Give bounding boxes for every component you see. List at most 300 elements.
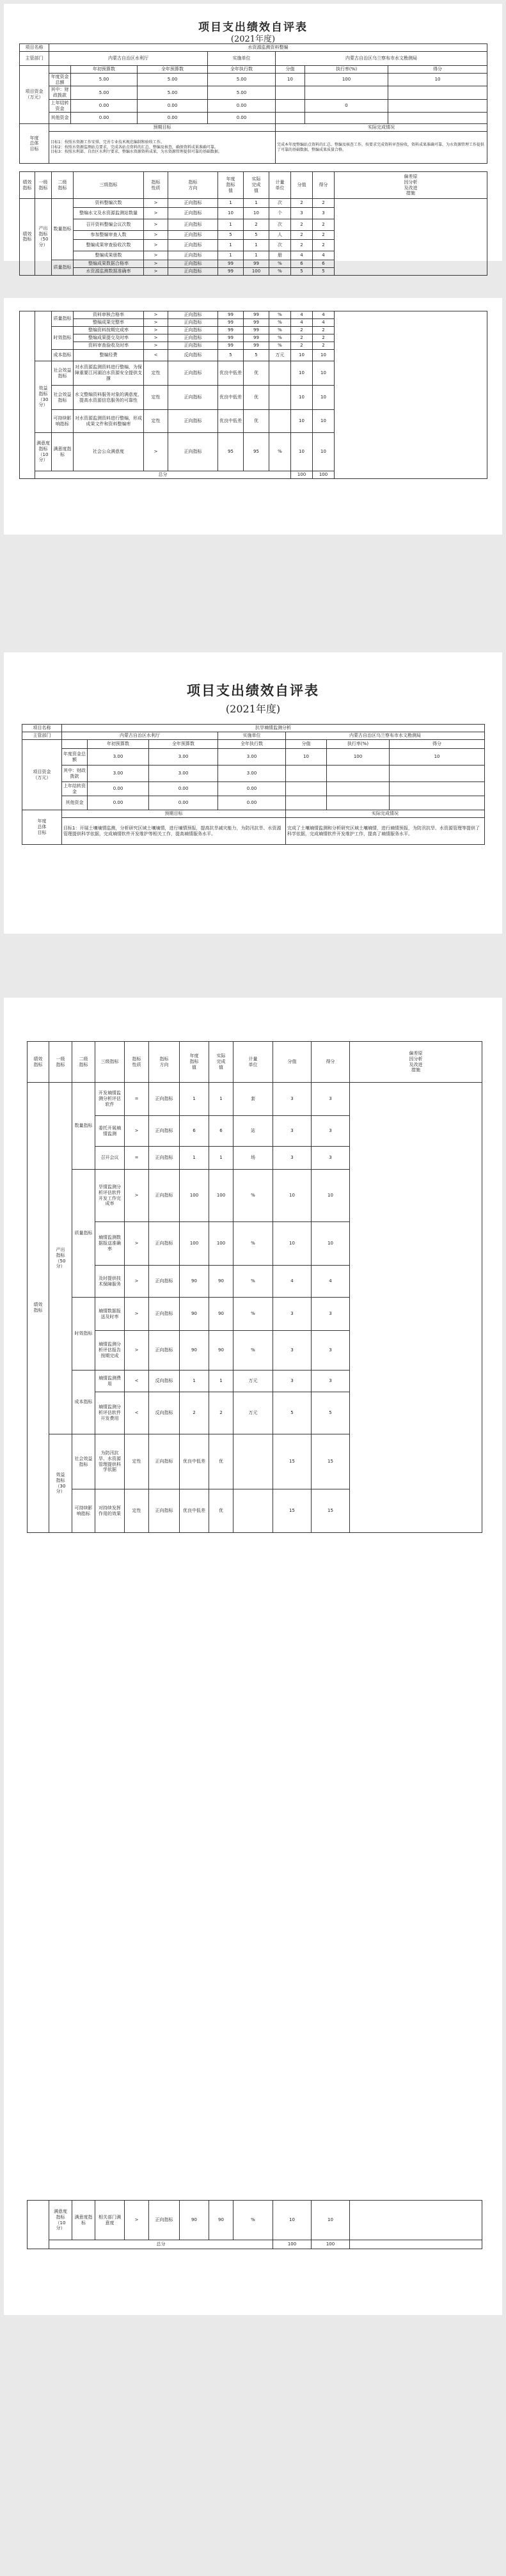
fund-exec: 3.00 [218,766,286,782]
label-perf: 绩效 指标 [20,172,35,199]
fund-budget: 0.00 [138,99,208,113]
indicator-actual: 2 [209,1392,233,1434]
label-lvl2: 二级 指标 [52,172,74,199]
indicator-attr: > [125,1116,149,1147]
doc2-goal-expected: 目标1：开展土壤墒情监测，分析研究区域土壤墒情，进行墒情预报，提高抗旱减灾能力，为防汛抗旱、水资源管理提供科学依据，完成墒情软件开发维护等相关工作，提高墒情服务水平。 [62,818,286,845]
indicator-target: 90 [180,1331,209,1370]
indicator-dir: 正向指标 [149,1434,180,1489]
doc1-indicator-table-cont [19,311,487,479]
label-attr: 指标 性质 [144,172,168,199]
indicator-points: 2 [291,231,313,240]
label-actual-val: 实际 完成 值 [244,172,269,199]
indicator-got: 10 [313,433,335,471]
fund-score: 10 [276,73,305,86]
indicator-unit: 场 [233,1147,273,1170]
indicator-actual: 2 [244,219,269,231]
indicator-dir: 正向指标 [168,199,218,208]
indicator-actual: 95 [244,433,269,471]
indicator-dir: 正向指标 [168,433,218,471]
indicator-attr: 定性 [125,1489,149,1533]
indicator-actual: 1 [209,1147,233,1170]
indicator-points: 5 [273,1392,312,1434]
indicator-points: 10 [291,361,313,386]
indicator-unit: 万元 [233,1370,273,1392]
label-funds: 项目资金 （万元） [22,740,62,810]
indicator-points: 15 [273,1434,312,1489]
indicator-attr: > [144,319,168,327]
indicator-points: 10 [291,410,313,433]
indicator-target: 2 [180,1392,209,1434]
indicator-points: 3 [273,1298,312,1331]
indicator-attr: > [144,240,168,251]
label-goals: 年度 总体 目标 [20,124,49,164]
label-perf: 绩效 指标 [20,199,35,276]
indicator-target: 5 [218,231,244,240]
indicator-unit: % [233,1298,273,1331]
doc1-page2 [4,298,502,535]
indicator-unit: % [269,342,291,350]
indicator-got: 6 [313,260,335,268]
indicator-target: 100 [180,1222,209,1266]
fund-row-label: 年度资金总额 [49,73,71,86]
indicator-unit: % [269,433,291,471]
group-quality: 质量指标 [72,1170,95,1298]
fund-score [276,99,305,113]
indicator-got: 2 [313,231,335,240]
fund-got: 10 [388,73,487,86]
indicator-got: 3 [313,208,335,219]
fund-got [388,86,487,100]
doc2-supervisor: 内蒙古自治区水利厅 [62,732,218,740]
fund-budget: 0.00 [149,782,218,796]
label-total: 总分 [35,471,291,479]
indicator-name: 整编成果册数 [74,251,144,260]
fund-got: 10 [390,749,485,766]
fund-score [286,766,327,782]
indicator-actual: 1 [244,251,269,260]
indicator-actual: 99 [244,260,269,268]
fund-row-label: 其他资金 [62,796,88,810]
indicator-unit: % [269,311,291,319]
indicator-actual: 5 [244,231,269,240]
indicator-target: 优良中低差 [180,1434,209,1489]
indicator-unit: 万元 [269,350,291,361]
label-direction: 指标 方向 [168,172,218,199]
indicator-target: 99 [218,327,244,334]
indicator-dir: 正向指标 [149,1298,180,1331]
doc1-project-name: 水资源监测资料整编 [49,44,487,52]
label-actual-val: 实际 完成 值 [209,1042,233,1083]
indicator-target: 1 [180,1083,209,1116]
indicator-got: 10 [312,1222,350,1266]
fund-rate [327,782,390,796]
indicator-attr: > [144,219,168,231]
indicator-got: 3 [312,1147,350,1170]
indicator-actual: 1 [244,240,269,251]
fund-got [388,113,487,124]
indicator-name: 社会公众满意度 [74,433,144,471]
indicator-target: 1 [218,240,244,251]
indicator-attr: > [125,1331,149,1370]
indicator-dir: 正向指标 [149,2201,180,2240]
indicator-attr: = [125,1147,149,1170]
fund-score [286,796,327,810]
doc1-supervisor: 内蒙古自治区水利厅 [49,51,208,65]
indicator-points: 2 [291,327,313,334]
label-annual-budget: 年初预算数 [88,740,149,749]
indicator-target: 99 [218,334,244,342]
doc2-goal-actual: 完成了土壤墒情监测和分析研究区域土壤墒情，进行墒情预报，为防汛抗旱、水资源管理等提供了科学依据，完成墒情软件开发维护工作，提高了墒情服务水平。 [286,818,485,845]
label-expected: 预期目标 [49,124,276,132]
indicator-dir: 正向指标 [168,251,218,260]
indicator-target: 优良中低差 [218,361,244,386]
indicator-target: 1 [218,219,244,231]
label-points: 分值 [273,1042,312,1083]
group-satisfy: 满意度指标 [52,433,74,471]
indicator-dir: 正向指标 [149,1489,180,1533]
group-social: 社会效益指标 [52,361,74,386]
doc1-goal-actual: 完成本年度整编站点资料的汇总、整编及核查工作，按要求完成资料审查验收，资料成果准确可靠，为水资源管理工作提供了可靠的基础数据，整编成果质量合格。 [276,132,487,164]
indicator-name: 旱情监测分析评估软件开发工作完成率 [95,1170,125,1222]
indicator-dir: 正向指标 [168,342,218,350]
fund-annual: 0.00 [88,782,149,796]
label-project-name: 项目名称 [22,725,62,732]
indicator-dir: 反向指标 [149,1370,180,1392]
indicator-got: 10 [312,1170,350,1222]
indicator-target: 90 [180,2201,209,2240]
label-satisfaction: 满意度 指标 （10 分） [35,433,52,471]
doc1-page1 [4,4,502,274]
doc2-impl-unit: 内蒙古自治区乌兰察布市水文勘测局 [286,732,485,740]
indicator-actual: 99 [244,311,269,319]
indicator-points: 4 [291,319,313,327]
indicator-unit: 站 [233,1116,273,1147]
indicator-got: 10 [312,2201,350,2240]
group-quantity: 数量指标 [52,199,74,260]
fund-got [390,782,485,796]
indicator-dir: 正向指标 [149,1083,180,1116]
label-satisfaction: 满意度 指标 （10 分） [49,2201,72,2240]
doc1-year: (2021年度) [230,35,276,44]
indicator-points: 4 [273,1266,312,1298]
indicator-name: 整编成果审查验收次数 [74,240,144,251]
fund-row-label: 上年结转资金 [62,782,88,796]
label-unit: 计量 单位 [269,172,291,199]
indicator-actual: 100 [244,267,269,275]
indicator-points: 3 [291,208,313,219]
indicator-attr: > [125,2201,149,2240]
label-lvl1: 一级 指标 [35,172,52,199]
indicator-target: 1 [218,251,244,260]
indicator-dir: 正向指标 [168,311,218,319]
label-lvl1: 一级 指标 [49,1042,72,1083]
label-lvl3: 三级指标 [74,172,144,199]
indicator-actual: 100 [209,1170,233,1222]
indicator-points: 2 [291,334,313,342]
fund-budget: 5.00 [138,73,208,86]
indicator-points: 3 [273,1147,312,1170]
indicator-unit: % [269,327,291,334]
doc2-year: (2021年度) [225,703,281,715]
indicator-name: 及时提供技术保障服务 [95,1266,125,1298]
indicator-actual: 90 [209,2201,233,2240]
indicator-got: 2 [313,199,335,208]
indicator-got: 3 [312,1083,350,1116]
fund-budget: 3.00 [149,749,218,766]
indicator-name: 对水资源监测资料进行整编，为保障重要江河湖泊水资源安全提供支撑 [74,361,144,386]
indicator-got: 5 [313,267,335,275]
indicator-got: 2 [313,342,335,350]
indicator-got: 3 [312,1370,350,1392]
label-effect: 效益 指标 （30 分） [35,361,52,433]
indicator-dir: 正向指标 [168,240,218,251]
label-supervisor: 主管部门 [20,51,49,65]
indicator-dir: 反向指标 [168,350,218,361]
label-supervisor: 主管部门 [22,732,62,740]
indicator-actual: 10 [244,208,269,219]
doc1-title: 项目支出绩效自评表 [198,21,308,34]
indicator-attr: 定性 [144,410,168,433]
fund-exec: 0.00 [208,113,276,124]
indicator-attr: > [144,327,168,334]
label-full-year-budget: 全年预算数 [138,65,208,73]
label-exec-rate: 执行率(%) [305,65,388,73]
label-full-year-exec: 全年执行数 [208,65,276,73]
indicator-attr: > [144,267,168,275]
label-lvl3: 三级指标 [95,1042,125,1083]
indicator-got: 2 [313,334,335,342]
indicator-attr: > [125,1170,149,1222]
fund-annual: 0.00 [88,796,149,810]
indicator-points: 10 [273,1170,312,1222]
label-output: 产出 指标 （50 分） [49,1083,72,1434]
indicator-points: 10 [273,2201,312,2240]
doc1-indicator-table [19,171,487,276]
label-lvl2: 二级 指标 [72,1042,95,1083]
indicator-actual: 100 [209,1222,233,1266]
indicator-target: 99 [218,342,244,350]
group-social: 社会效益指标 [52,386,74,410]
group-timeliness: 时效指标 [52,327,74,350]
fund-score: 10 [286,749,327,766]
indicator-name: 开发墒情监测分析评估软件 [95,1083,125,1116]
indicator-name: 整编经费 [74,350,144,361]
label-actual: 实际完成情况 [276,124,487,132]
indicator-unit [269,386,291,410]
label-expected: 预期目标 [62,810,286,818]
label-attr: 指标 性质 [125,1042,149,1083]
indicator-dir: 正向指标 [168,208,218,219]
indicator-points: 10 [291,433,313,471]
indicator-target: 优良中低差 [218,410,244,433]
indicator-target: 99 [218,267,244,275]
indicator-actual: 90 [209,1266,233,1298]
fund-rate [327,766,390,782]
indicator-points: 10 [291,350,313,361]
fund-row-label: 其他资金 [49,113,71,124]
indicator-name: 参加整编审查人数 [74,231,144,240]
indicator-target: 1 [180,1370,209,1392]
doc2-table-head [22,724,485,845]
indicator-actual: 优 [244,361,269,386]
indicator-actual: 99 [244,342,269,350]
indicator-dir: 正向指标 [149,1222,180,1266]
doc2-page2 [4,998,502,2315]
label-annual-budget: 年初预算数 [71,65,138,73]
group-sustain: 可持续影响指标 [72,1489,95,1533]
indicator-dir: 正向指标 [168,231,218,240]
indicator-name: 墒情监测分析评估报告按期完成 [95,1331,125,1370]
indicator-attr: > [125,1222,149,1266]
label-effect: 效益 指标 （30 分） [49,1434,72,1533]
fund-row-label: 上年结转资金 [49,99,71,113]
indicator-target: 10 [218,208,244,219]
doc1-table-head [19,43,487,164]
indicator-dir: 正向指标 [168,334,218,342]
label-score: 分值 [286,740,327,749]
indicator-target: 90 [180,1266,209,1298]
fund-exec: 0.00 [208,99,276,113]
fund-annual: 0.00 [71,99,138,113]
indicator-points: 2 [291,342,313,350]
indicator-got: 15 [312,1489,350,1533]
indicator-attr: > [144,260,168,268]
fund-score [286,782,327,796]
indicator-actual: 6 [209,1116,233,1147]
label-target: 年度 指标 值 [218,172,244,199]
indicator-attr: > [144,231,168,240]
label-got: 得分 [313,172,335,199]
indicator-actual: 90 [209,1298,233,1331]
label-scoring: 得分 [388,65,487,73]
group-cost: 成本指标 [72,1370,95,1434]
indicator-points: 6 [291,260,313,268]
doc2-title: 项目支出绩效自评表 [187,682,319,698]
label-funds: 项目资金 （万元） [20,65,49,124]
indicator-unit: 个 [269,208,291,219]
fund-budget: 3.00 [149,766,218,782]
fund-got [390,796,485,810]
indicator-name: 为防汛抗旱、水资源管理提供科学依据 [95,1434,125,1489]
fund-annual: 3.00 [88,766,149,782]
fund-budget: 0.00 [138,113,208,124]
doc1-impl-unit: 内蒙古自治区乌兰察布市水文勘测局 [276,51,487,65]
indicator-unit [233,1489,273,1533]
indicator-dir: 反向指标 [149,1392,180,1434]
indicator-dir: 正向指标 [168,361,218,386]
indicator-unit: % [233,1266,273,1298]
fund-score [276,86,305,100]
label-impl-unit: 实施单位 [218,732,286,740]
indicator-unit: % [233,1331,273,1370]
label-deviation: 偏差原 因分析 及改进 措施 [335,172,487,199]
fund-exec: 3.00 [218,749,286,766]
indicator-attr: > [144,433,168,471]
indicator-attr: > [144,342,168,350]
indicator-name: 对水资源监测资料进行整编，形成成果文件和资料整编库 [74,410,144,433]
indicator-dir: 正向指标 [149,1266,180,1298]
indicator-name: 墒情监测数据报送准确率 [95,1222,125,1266]
fund-rate [327,796,390,810]
indicator-got: 10 [313,350,335,361]
indicator-points: 4 [291,311,313,319]
indicator-name: 召开资料整编会议次数 [74,219,144,231]
indicator-unit: % [233,2201,273,2240]
label-scoring: 得分 [390,740,485,749]
doc2-project-name: 抗旱墒情监测分析 [62,725,485,732]
indicator-name: 召开会议 [95,1147,125,1170]
indicator-points: 4 [291,251,313,260]
label-score: 分值 [276,65,305,73]
indicator-dir: 正向指标 [168,327,218,334]
indicator-points: 15 [273,1489,312,1533]
fund-exec: 5.00 [208,73,276,86]
label-direction: 指标 方向 [149,1042,180,1083]
indicator-dir: 正向指标 [149,1116,180,1147]
label-unit: 计量 单位 [233,1042,273,1083]
indicator-target: 1 [218,199,244,208]
indicator-name: 墒情监测分析评估软件开发费用 [95,1392,125,1434]
indicator-attr: > [144,334,168,342]
indicator-name: 水资源监测数据准确率 [74,267,144,275]
indicator-name: 水文整编资料服务对象的满意度，提高水资源信息服务的可靠性 [74,386,144,410]
indicator-actual: 优 [244,410,269,433]
indicator-points: 10 [291,386,313,410]
fund-exec: 0.00 [218,782,286,796]
total-points: 100 [273,2240,312,2249]
fund-budget: 5.00 [138,86,208,100]
indicator-got: 3 [312,1298,350,1331]
indicator-attr: > [144,251,168,260]
indicator-got: 10 [313,361,335,386]
indicator-actual: 99 [244,327,269,334]
indicator-points: 10 [273,1222,312,1266]
indicator-unit: % [269,334,291,342]
indicator-actual: 1 [244,199,269,208]
indicator-name: 委托开展墒情监测 [95,1116,125,1147]
indicator-attr: = [125,1083,149,1116]
indicator-target: 90 [180,1298,209,1331]
indicator-actual: 99 [244,334,269,342]
indicator-got: 10 [313,410,335,433]
indicator-target: 95 [218,433,244,471]
label-points: 分值 [291,172,313,199]
indicator-name: 墒情数据报送及时率 [95,1298,125,1331]
indicator-actual: 5 [244,350,269,361]
indicator-unit [269,361,291,386]
indicator-unit: 次 [269,219,291,231]
indicator-name: 整编水文及水资源监测站数量 [74,208,144,219]
indicator-dir: 正向指标 [149,1331,180,1370]
label-project-name: 项目名称 [20,44,49,52]
indicator-target: 100 [180,1170,209,1222]
indicator-name: 整编成果完整率 [74,319,144,327]
indicator-unit: 次 [269,240,291,251]
indicator-actual: 1 [209,1370,233,1392]
indicator-attr: > [144,208,168,219]
fund-rate [305,113,388,124]
group-satisfy: 满意度指标 [72,2201,95,2240]
group-timeliness: 时效指标 [72,1298,95,1370]
label-full-year-exec: 全年执行数 [218,740,286,749]
indicator-name: 整编成果数据合格率 [74,260,144,268]
indicator-got: 3 [312,1116,350,1147]
fund-row-label: 其中：财政拨款 [49,86,71,100]
indicator-attr: < [125,1392,149,1434]
indicator-got: 2 [313,240,335,251]
fund-annual: 3.00 [88,749,149,766]
indicator-got: 4 [312,1266,350,1298]
